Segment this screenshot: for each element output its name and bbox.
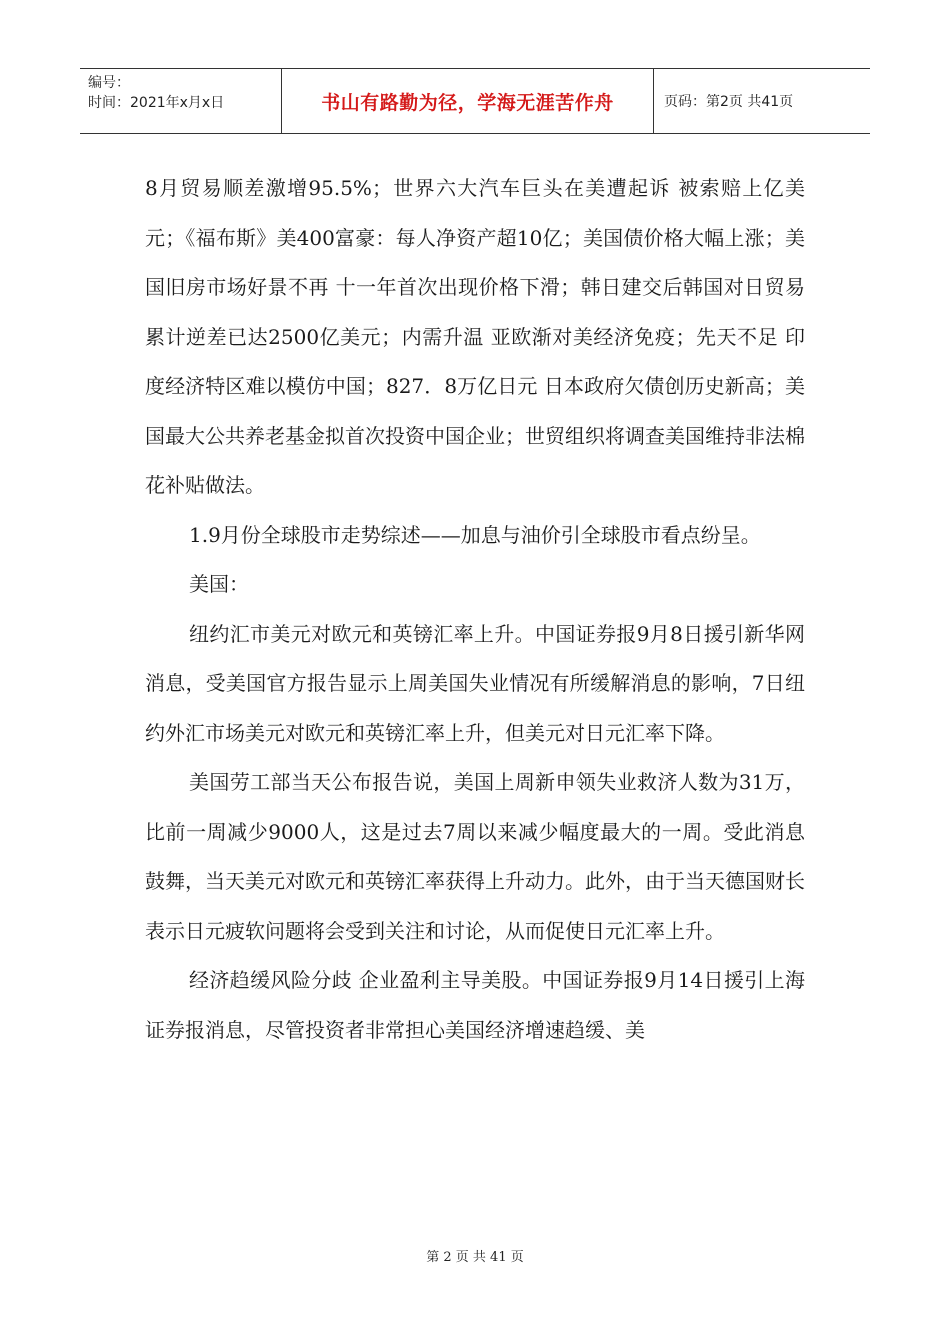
- paragraph: 经济趋缓风险分歧 企业盈利主导美股。中国证券报9月14日援引上海证券报消息，尽管投资者非常担心美国经济增速趋缓、美: [145, 968, 805, 1042]
- page-header: [80, 68, 870, 134]
- paragraph-continued: 8月贸易顺差激增95.5%；世界六大汽车巨头在美遭起诉 被索赔上亿美元；《福布斯》美400富豪：每人净资产超10亿；美国债价格大幅上涨；美国旧房市场好景不再 十一年首次出现价格下滑；韩日建交后韩国对日贸易累计逆差已达2500亿美元；内需升温 亚欧渐对美经济免疫；先天不足 印度经济特区难以模仿中国；827．8万亿日元 日本政府欠债创历史新高；美国最大公共养老基金拟首次投资中国企业；世贸组织将调查美国维持非法棉花补贴做法。: [145, 176, 805, 497]
- header-meta: [80, 69, 282, 133]
- document-body: [145, 164, 805, 1055]
- document-number-label: 编号：: [88, 75, 130, 91]
- paragraph: 美国劳工部当天公布报告说，美国上周新申领失业救济人数为31万，比前一周减少9000人，这是过去7周以来减少幅度最大的一周。受此消息鼓舞，当天美元对欧元和英镑汇率获得上升动力。此外，由于当天德国财长表示日元疲软问题将会受到关注和讨论，从而促使日元汇率上升。: [145, 770, 805, 943]
- section-heading: 1.9月份全球股市走势综述——加息与油价引全球股市看点纷呈。: [189, 522, 761, 547]
- page-footer: 第 2 页 共 41 页: [426, 1250, 524, 1265]
- paragraph: 纽约汇市美元对欧元和英镑汇率上升。中国证券报9月8日援引新华网消息，受美国官方报告显示上周美国失业情况有所缓解消息的影响，7日纽约外汇市场美元对欧元和英镑汇率上升，但美元对日元汇率下降。: [145, 621, 805, 745]
- header-slogan: 书山有路勤为径，学海无涯苦作舟: [282, 69, 654, 133]
- subsection-label: 美国：: [189, 572, 249, 596]
- header-page-info: 页码：第2页 共41页: [664, 94, 794, 110]
- document-date-label: 时间：2021年x月x日: [88, 95, 225, 111]
